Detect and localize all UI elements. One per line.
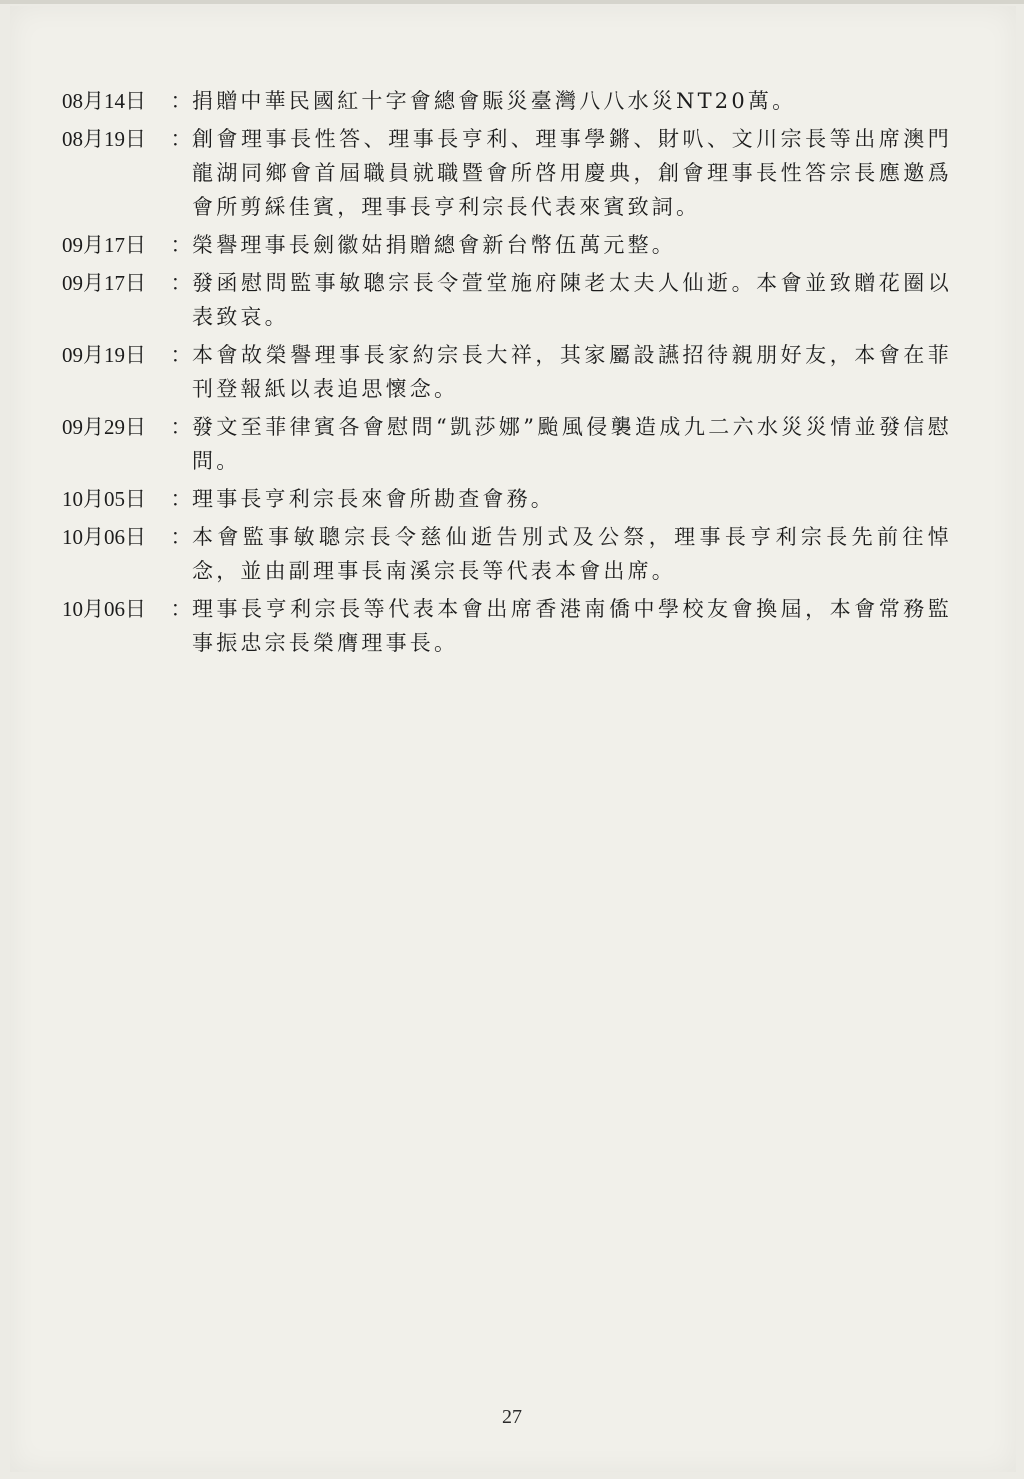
entry [62, 84, 952, 118]
entry-date: 10月06日 [62, 597, 146, 621]
entry-date: 10月05日 [62, 487, 146, 511]
entry-date: 10月06日 [62, 525, 146, 549]
entry-separator: ： [170, 127, 192, 151]
entry-separator: ： [170, 525, 192, 549]
entry-text: 創會理事長性答、理事長亨利、理事學鏘、財叭、文川宗長等出席澳門龍湖同鄉會首屆職員就職暨會所啓用慶典，創會理事長性答宗長應邀爲會所剪綵佳賓，理事長亨利宗長代表來賓致詞。 [192, 127, 952, 219]
entry-date: 08月19日 [62, 127, 146, 151]
entry [62, 410, 952, 478]
entry-separator: ： [170, 233, 192, 257]
entry-separator: ： [170, 415, 192, 439]
entry-text: 發函慰問監事敏聰宗長令萱堂施府陳老太夫人仙逝。本會並致贈花圈以表致哀。 [192, 271, 952, 329]
chronicle-entries [62, 84, 952, 664]
entry-text: 榮譽理事長劍徽姑捐贈總會新台幣伍萬元整。 [192, 233, 676, 257]
entry-text: 本會監事敏聰宗長令慈仙逝告別式及公祭，理事長亨利宗長先前往悼念，並由副理事長南溪宗長等代表本會出席。 [192, 525, 952, 583]
entry-date: 09月17日 [62, 271, 146, 295]
entry [62, 228, 952, 262]
page-edge [0, 0, 1024, 4]
entry-text: 理事長亨利宗長來會所勘查會務。 [192, 487, 555, 511]
page-number: 27 [502, 1406, 522, 1428]
entry-separator: ： [170, 597, 192, 621]
entry-text: 發文至菲律賓各會慰問“凱莎娜”颱風侵襲造成九二六水災災情並發信慰問。 [192, 415, 952, 473]
entry-text: 本會故榮譽理事長家約宗長大祥，其家屬設讌招待親朋好友，本會在菲刊登報紙以表追思懷念。 [192, 343, 952, 401]
entry-date: 09月29日 [62, 415, 146, 439]
entry-date: 09月19日 [62, 343, 146, 367]
entry-separator: ： [170, 271, 192, 295]
entry [62, 266, 952, 334]
entry-separator: ： [170, 343, 192, 367]
entry-text: 捐贈中華民國紅十字會總會賑災臺灣八八水災NT20萬。 [192, 89, 797, 113]
entry-separator: ： [170, 487, 192, 511]
entry [62, 520, 952, 588]
entry [62, 482, 952, 516]
entry-text: 理事長亨利宗長等代表本會出席香港南僑中學校友會換屆，本會常務監事振忠宗長榮膺理事長。 [192, 597, 952, 655]
entry [62, 592, 952, 660]
entry-separator: ： [170, 89, 192, 113]
entry [62, 122, 952, 224]
entry-date: 08月14日 [62, 89, 146, 113]
entry-date: 09月17日 [62, 233, 146, 257]
entry [62, 338, 952, 406]
